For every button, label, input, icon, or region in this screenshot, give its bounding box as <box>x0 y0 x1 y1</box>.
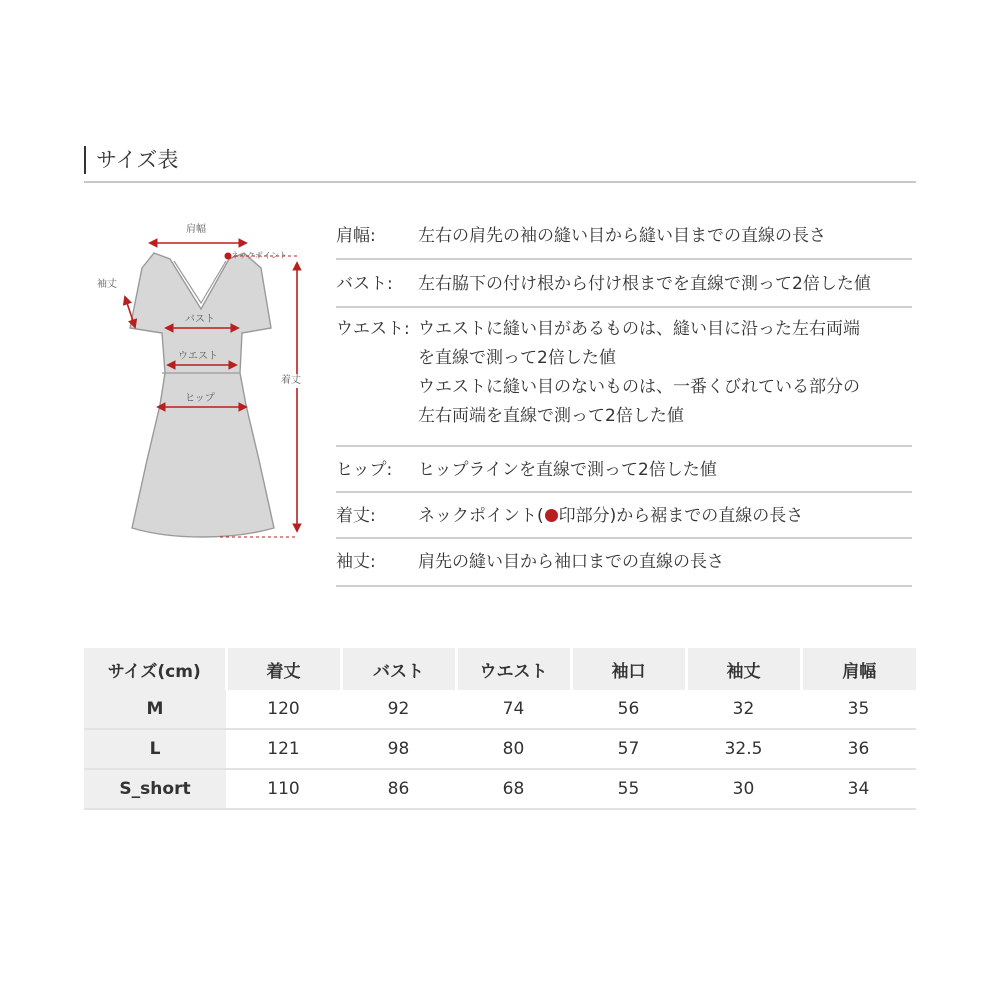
table-cell: 32.5 <box>724 739 763 759</box>
column-header: 着丈 <box>226 648 341 690</box>
description-line: ウエストに縫い目のないものは、一番くびれている部分の <box>418 377 860 397</box>
table-cell: 74 <box>502 699 525 719</box>
description-text: 印部分)から裾までの直線の長さ <box>558 506 804 526</box>
term: バスト: <box>336 274 393 294</box>
term: 袖丈: <box>336 552 376 572</box>
table-cell: 32 <box>732 699 755 719</box>
definition-waist <box>336 308 912 447</box>
table-cell: 57 <box>617 739 640 759</box>
column-header: 袖口 <box>571 648 686 690</box>
table-cell: 55 <box>617 779 640 799</box>
term: ウエスト: <box>336 319 410 339</box>
table-cell: 35 <box>847 699 870 719</box>
description <box>418 502 912 537</box>
label-shoulder: 肩幅 <box>186 224 206 235</box>
definition-shoulder <box>336 214 912 260</box>
table-header-row <box>84 648 916 690</box>
description-line: 左右両端を直線で測って2倍した値 <box>418 406 684 426</box>
table-cell: 30 <box>732 779 755 799</box>
size-label: M <box>84 690 226 729</box>
label-length: 着丈 <box>281 375 301 386</box>
measurement-diagram <box>80 215 320 555</box>
label-sleeve: 袖丈 <box>97 279 117 290</box>
label-neck-point: ネックポイント <box>231 251 287 260</box>
description <box>418 548 912 585</box>
definition-hip <box>336 447 912 493</box>
description-line: 肩先の縫い目から袖口までの直線の長さ <box>418 552 724 572</box>
section-title: サイズ表 <box>84 146 178 174</box>
label-bust: バスト <box>185 314 215 325</box>
column-header: バスト <box>341 648 456 690</box>
table-cell: 34 <box>847 779 870 799</box>
definition-list <box>336 214 912 587</box>
title-divider <box>84 181 916 183</box>
description-line: ウエストに縫い目があるものは、縫い目に沿った左右両端 <box>418 319 860 339</box>
table-row <box>84 690 916 729</box>
description-line: 左右脇下の付け根から付け根までを直線で測って2倍した値 <box>418 274 871 294</box>
table-cell: 98 <box>387 739 410 759</box>
description <box>418 270 912 306</box>
size-table <box>84 648 916 810</box>
table-cell: 121 <box>267 739 300 759</box>
label-waist: ウエスト <box>178 351 218 362</box>
table-cell: 36 <box>847 739 870 759</box>
table-cell: 92 <box>387 699 410 719</box>
label-hip: ヒップ <box>185 393 215 404</box>
table-cell: 68 <box>502 779 525 799</box>
table-cell: 80 <box>502 739 525 759</box>
definition-sleeve <box>336 539 912 587</box>
table-cell: 56 <box>617 699 640 719</box>
column-header: 肩幅 <box>801 648 916 690</box>
size-label: S_short <box>84 769 226 809</box>
column-header: ウエスト <box>456 648 571 690</box>
table-cell: 110 <box>267 779 300 799</box>
column-header: サイズ(cm) <box>84 648 226 690</box>
definition-bust <box>336 260 912 308</box>
description-line <box>418 502 912 531</box>
table-cell: 86 <box>387 779 410 799</box>
table-cell: 120 <box>267 699 300 719</box>
description-line: 左右の肩先の袖の縫い目から縫い目までの直線の長さ <box>418 226 826 246</box>
description-line: を直線で測って2倍した値 <box>418 348 616 368</box>
term: 着丈: <box>336 506 376 526</box>
definition-length <box>336 493 912 539</box>
table-row <box>84 769 916 809</box>
term: ヒップ: <box>336 460 393 480</box>
column-header: 袖丈 <box>686 648 801 690</box>
description <box>418 456 912 491</box>
description-text: ネックポイント( <box>418 506 544 526</box>
term: 肩幅: <box>336 226 376 246</box>
size-label: L <box>84 729 226 769</box>
table-row <box>84 729 916 769</box>
description <box>418 222 912 258</box>
description-line: ヒップラインを直線で測って2倍した値 <box>418 460 717 480</box>
description <box>418 315 912 445</box>
neck-point-dot-icon <box>545 509 558 522</box>
